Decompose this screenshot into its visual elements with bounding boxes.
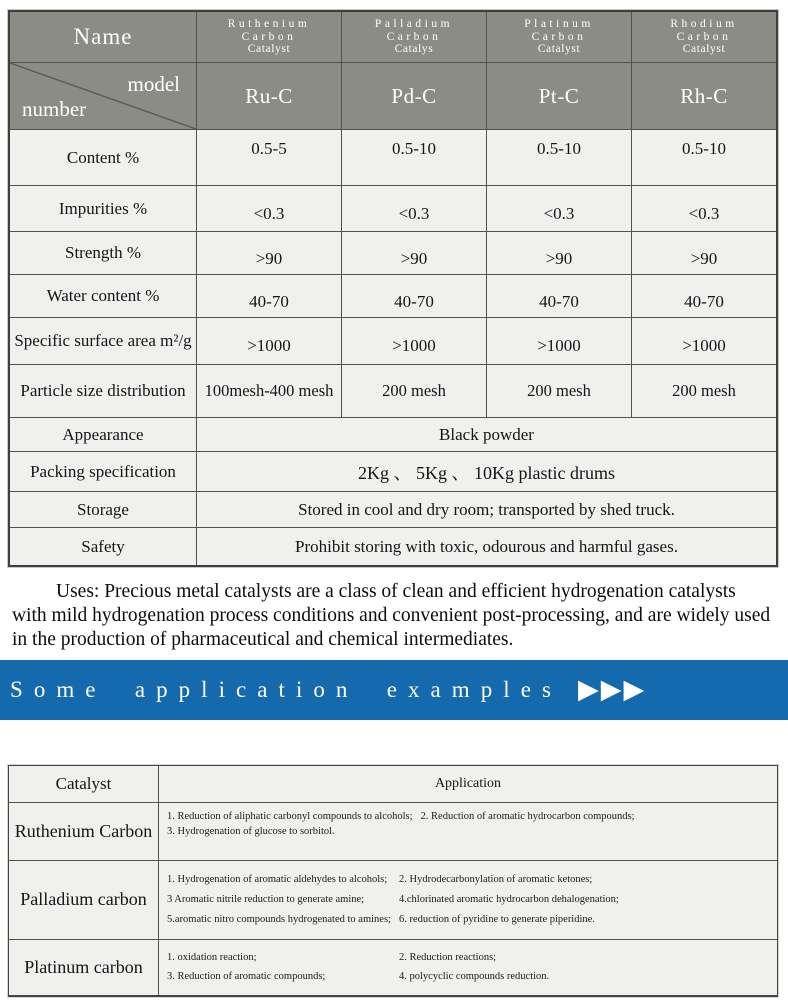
column-header-line: Carbon	[386, 30, 442, 43]
span-value: Black powder	[196, 418, 776, 451]
application-item: 2. Reduction reactions;	[399, 951, 497, 963]
cell-value: >1000	[196, 318, 341, 364]
row-label: Appearance	[62, 424, 144, 444]
uses-paragraph: Uses: Precious metal catalysts are a class of clean and efficient hydrogenation catalysts with mild hydrogenation process conditions and convenient post-processing, and are widely used in the production of pharmaceutical and chemical intermediates.	[12, 581, 771, 651]
application-row-ruthenium	[9, 802, 777, 860]
application-line	[167, 914, 773, 925]
span-value: Prohibit storing with toxic, odourous and harmful gases.	[196, 528, 776, 565]
column-header-line: Rhodium	[670, 17, 738, 30]
triple-arrow-icon: ▶▶▶	[577, 674, 647, 706]
row-label: Particle size distribution	[20, 381, 186, 400]
cell-value: >1000	[631, 318, 776, 364]
model-cell-rh: Rh-C	[631, 63, 776, 129]
model-cell-pd: Pd-C	[341, 63, 486, 129]
application-line	[167, 809, 773, 825]
application-cell	[159, 861, 777, 939]
application-item: 5.aromatic nitro compounds hydrogenated to amines;	[167, 914, 391, 926]
column-header-line: Platinum	[524, 17, 594, 30]
column-header-platinum	[486, 12, 631, 62]
spec-row-strength	[10, 231, 776, 274]
column-header-line: Carbon	[531, 30, 587, 43]
cell-value: >90	[631, 232, 776, 274]
row-label: Specific surface area m²/g	[14, 331, 192, 350]
row-label: Storage	[77, 499, 129, 519]
model-cell-ru: Ru-C	[196, 63, 341, 129]
catalyst-name: Ruthenium Carbon	[9, 803, 159, 860]
spec-row-storage	[10, 491, 776, 527]
cell-value: >90	[486, 232, 631, 274]
cell-value: >1000	[486, 318, 631, 364]
model-cell-pt: Pt-C	[486, 63, 631, 129]
row-label: Safety	[81, 536, 125, 556]
application-item: 1. Hydrogenation of aromatic aldehydes to alcohols;	[167, 873, 388, 885]
cell-value: <0.3	[196, 186, 341, 231]
application-header-row	[9, 766, 777, 802]
cell-value: 200 mesh	[486, 365, 631, 417]
spec-row-safety	[10, 527, 776, 565]
row-label: Water content %	[46, 286, 160, 305]
cell-value: <0.3	[341, 186, 486, 231]
application-item: 3 Aromatic nitrile reduction to generate amine;	[167, 894, 365, 906]
cell-value: 0.5-10	[631, 130, 776, 185]
row-label: Strength %	[64, 243, 142, 262]
spec-header-row	[10, 12, 776, 62]
application-line	[167, 952, 773, 963]
model-number-header-cell	[10, 63, 196, 129]
application-line	[167, 874, 773, 885]
name-header-cell	[10, 12, 196, 62]
column-header-line: Palladium	[374, 17, 454, 30]
cell-value: >1000	[341, 318, 486, 364]
application-item: 4.chlorinated aromatic hydrocarbon dehalogenation;	[399, 894, 619, 906]
banner-title: Some application examples	[10, 676, 562, 702]
row-label: Packing specification	[30, 461, 176, 481]
application-item: 3. Reduction of aromatic compounds;	[167, 971, 326, 983]
column-header-rhodium	[631, 12, 776, 62]
cell-value: 40-70	[631, 275, 776, 317]
column-header-line: Catalys	[394, 43, 434, 56]
spec-row-packing	[10, 451, 776, 491]
row-label: Impurities %	[58, 198, 148, 218]
application-item: 4. polycyclic compounds reduction.	[399, 971, 550, 983]
column-header-ruthenium	[196, 12, 341, 62]
cell-value: >90	[196, 232, 341, 274]
application-cell	[159, 940, 777, 995]
cell-value: 0.5-5	[196, 130, 341, 185]
spec-row-particle-size	[10, 364, 776, 417]
spec-row-surface-area	[10, 317, 776, 364]
cell-value: <0.3	[486, 186, 631, 231]
application-item: 2. Hydrodecarbonylation of aromatic ketones;	[399, 873, 593, 885]
application-item	[399, 824, 773, 840]
application-item: 3. Hydrogenation of glucose to sorbitol.	[167, 826, 335, 838]
application-column-header: Application	[434, 775, 502, 791]
spec-model-row	[10, 62, 776, 129]
cell-value: <0.3	[631, 186, 776, 231]
cell-value: 40-70	[196, 275, 341, 317]
catalyst-spec-table	[8, 10, 778, 567]
catalyst-column-header: Catalyst	[9, 766, 159, 802]
application-row-palladium	[9, 860, 777, 939]
column-header-line: Carbon	[241, 30, 297, 43]
span-value: 2Kg 、 5Kg 、 10Kg plastic drums	[196, 452, 776, 491]
cell-value: 200 mesh	[631, 365, 776, 417]
column-header-line: Catalyst	[537, 43, 581, 56]
model-label: model	[127, 72, 180, 96]
application-item: 2. Reduction of aromatic hydrocarbon compounds;	[420, 810, 635, 822]
cell-value: 0.5-10	[486, 130, 631, 185]
application-item: 1. Reduction of aliphatic carbonyl compounds to alcohols;	[167, 810, 413, 822]
span-value: Stored in cool and dry room; transported by shed truck.	[196, 492, 776, 527]
application-item: 6. reduction of pyridine to generate piperidine.	[399, 914, 595, 926]
application-line	[167, 971, 773, 982]
cell-value: 200 mesh	[341, 365, 486, 417]
column-header-line: Carbon	[676, 30, 732, 43]
cell-value: >90	[341, 232, 486, 274]
catalyst-name: Platinum carbon	[9, 940, 159, 995]
column-header-line: Catalyst	[682, 43, 726, 56]
column-header-line: Catalyst	[247, 43, 291, 56]
number-label: number	[22, 97, 87, 121]
catalyst-name: Palladium carbon	[9, 861, 159, 939]
row-label: Content %	[66, 147, 140, 167]
spec-row-water-content	[10, 274, 776, 317]
spec-row-content	[10, 129, 776, 185]
application-row-platinum	[9, 939, 777, 995]
cell-value: 40-70	[341, 275, 486, 317]
cell-value: 0.5-10	[341, 130, 486, 185]
application-line	[167, 894, 773, 905]
column-header-palladium	[341, 12, 486, 62]
name-label: Name	[73, 24, 133, 49]
cell-value: 40-70	[486, 275, 631, 317]
application-item: 1. oxidation reaction;	[167, 951, 257, 963]
spec-row-impurities	[10, 185, 776, 231]
application-cell	[159, 803, 777, 860]
column-header-line: Ruthenium	[227, 17, 311, 30]
section-banner	[0, 660, 788, 720]
cell-value: 100mesh-400 mesh	[196, 365, 341, 417]
spec-row-appearance	[10, 417, 776, 451]
application-table	[8, 765, 778, 997]
application-line	[167, 824, 773, 840]
